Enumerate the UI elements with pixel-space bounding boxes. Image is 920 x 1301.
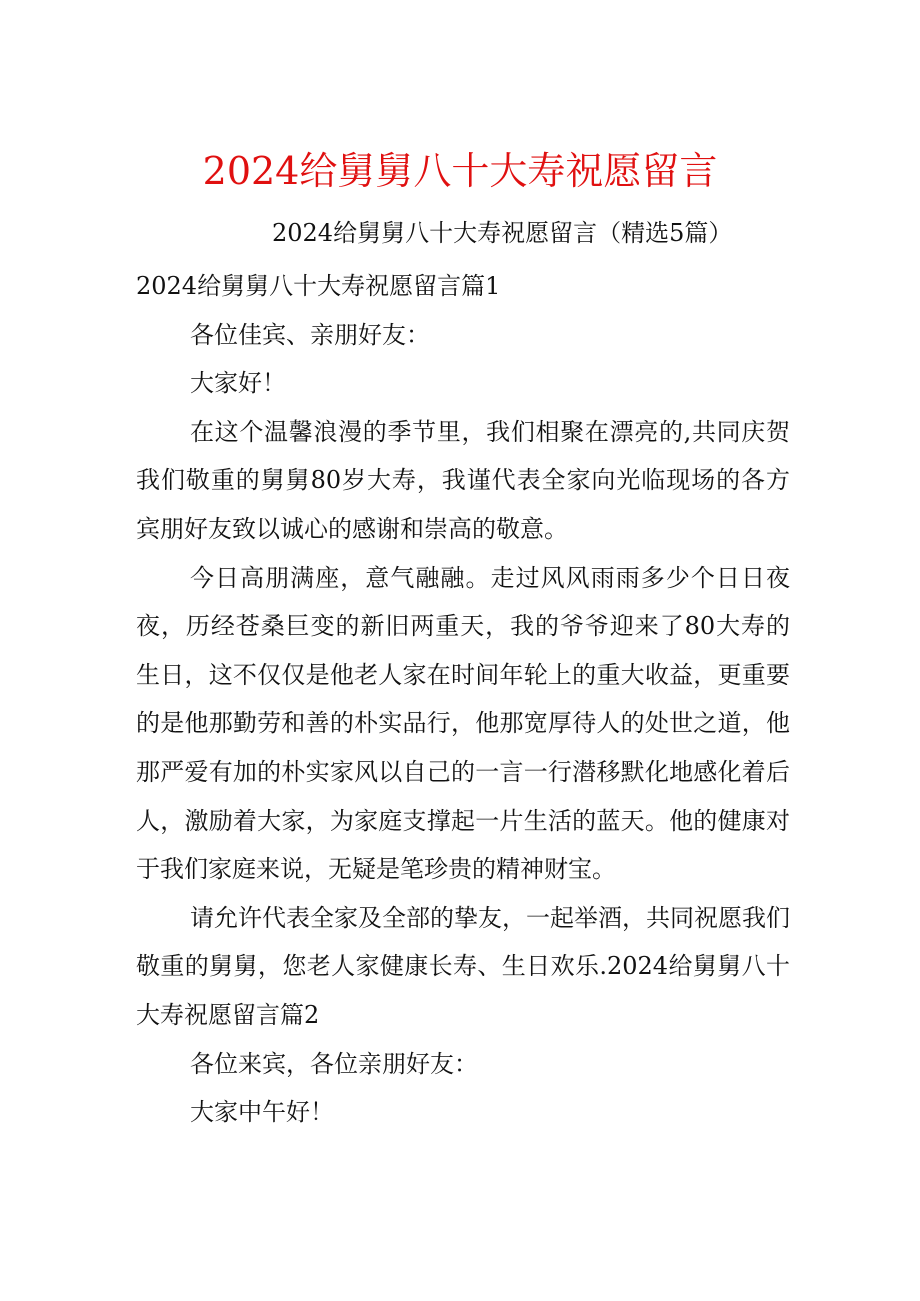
document-body xyxy=(136,262,790,1137)
document-subtitle: 2024给舅舅八十大寿祝愿留言（精选5篇） xyxy=(272,219,733,247)
paragraph: 大家好！ xyxy=(190,369,286,398)
document-title: 2024给舅舅八十大寿祝愿留言 xyxy=(202,149,718,193)
paragraph: 今日高朋满座，意气融融。走过风风雨雨多少个日日夜夜，历经苍桑巨变的新旧两重天，我的爷爷迎来了80大寿的生日，这不仅仅是他老人家在时间年轮上的重大收益，更重要的是他那勤劳和善的朴实品行，他那宽厚待人的处世之道，他那严爱有加的朴实家风以自己的一言一行潜移默化地感化着后人，激励着大家，为家庭支撑起一片生活的蓝天。他的健康对于我们家庭来说，无疑是笔珍贵的精神财宝。 xyxy=(136,563,790,884)
paragraph: 请允许代表全家及全部的挚友，一起举酒，共同祝愿我们敬重的舅舅，您老人家健康长寿、生日欢乐.2024给舅舅八十大寿祝愿留言篇2 xyxy=(136,903,790,1029)
paragraph: 各位佳宾、亲朋好友： xyxy=(190,320,430,349)
paragraph: 大家中午好！ xyxy=(190,1098,334,1127)
paragraph: 各位来宾，各位亲朋好友： xyxy=(190,1049,478,1078)
paragraph: 在这个温馨浪漫的季节里，我们相聚在漂亮的,共同庆贺我们敬重的舅舅80岁大寿，我谨代表全家向光临现场的各方宾朋好友致以诚心的感谢和崇高的敬意。 xyxy=(136,417,790,543)
section-heading: 2024给舅舅八十大寿祝愿留言篇1 xyxy=(136,272,501,300)
